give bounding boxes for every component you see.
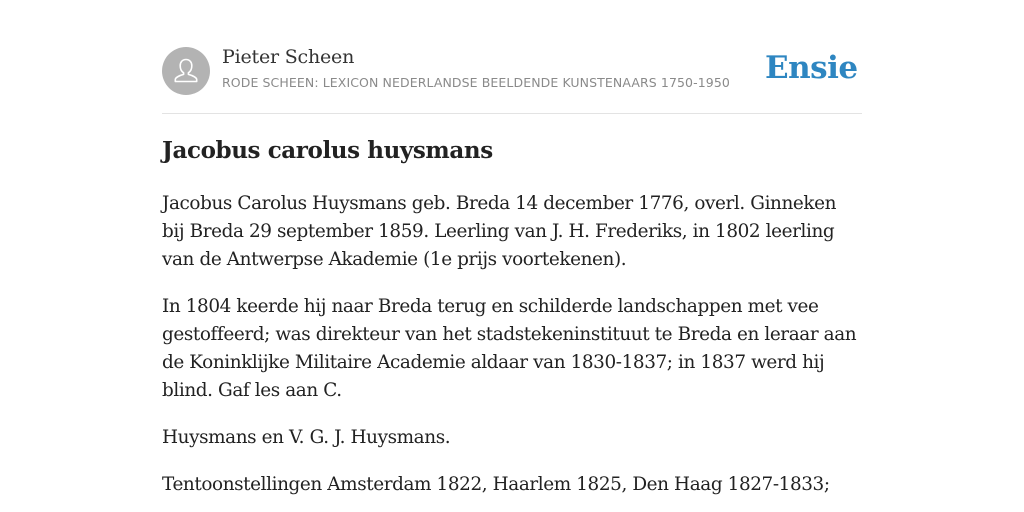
source-name[interactable]: RODE SCHEEN: LEXICON NEDERLANDSE BEELDENDE KUNSTENAARS 1750-1950	[222, 75, 730, 90]
header-divider	[162, 113, 862, 114]
ensie-logo[interactable]: Ensie	[765, 50, 858, 86]
author-avatar[interactable]	[162, 47, 210, 95]
article-header	[162, 46, 862, 96]
author-name[interactable]: Pieter Scheen	[222, 46, 355, 68]
article-paragraph: Tentoonstellingen Amsterdam 1822, Haarlem 1825, Den Haag 1827-1833;	[162, 474, 830, 495]
article-body	[162, 190, 862, 512]
article-paragraph: Jacobus Carolus Huysmans geb. Breda 14 december 1776, overl. Ginneken bij Breda 29 september 1859. Leerling van J. H. Frederiks, in 1802 leerling van de Antwerpse Akademie (1e prijs voortekenen).	[162, 193, 837, 270]
article-paragraph: In 1804 keerde hij naar Breda terug en schilderde landschappen met vee gestoffeerd; was direkteur van het stadstekeninstituut te Breda en leraar aan de Koninklijke Militaire Academie aldaar van 1830-1837; in 1837 werd hij blind. Gaf les aan C.	[162, 296, 857, 401]
article-paragraph: Huysmans en V. G. J. Huysmans.	[162, 427, 451, 448]
article-title: Jacobus carolus huysmans	[162, 137, 493, 164]
user-silhouette-icon	[162, 47, 210, 95]
